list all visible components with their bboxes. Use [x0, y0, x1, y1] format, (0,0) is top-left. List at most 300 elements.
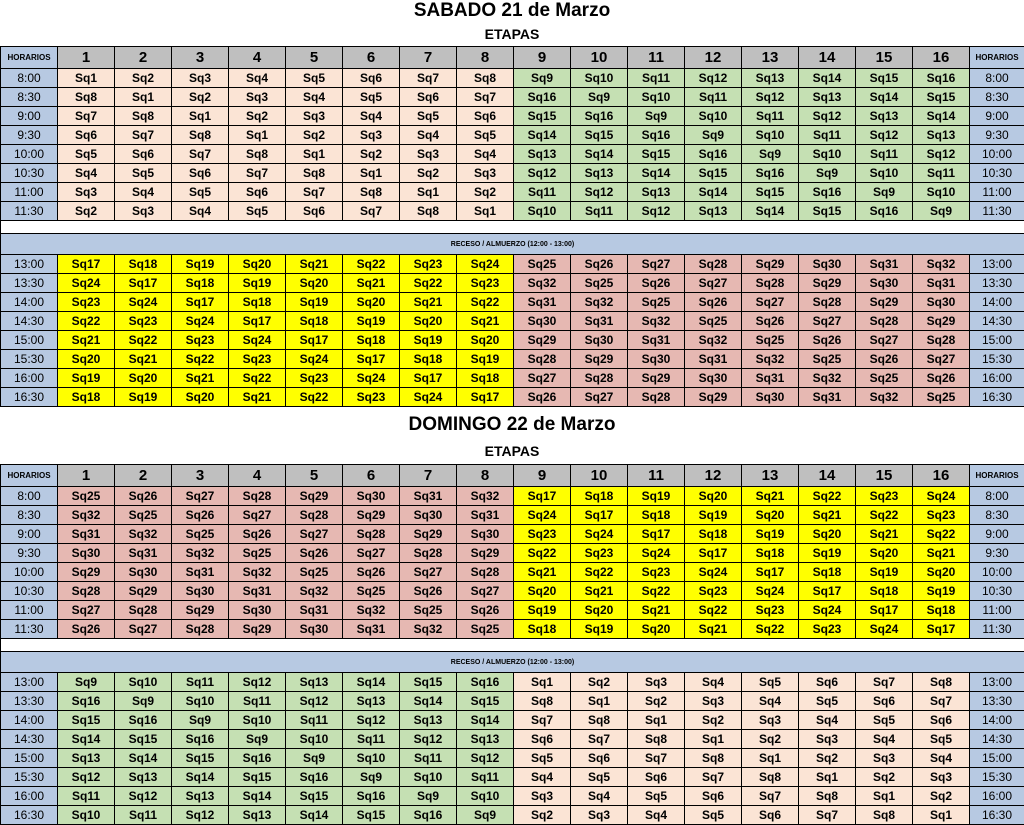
- etapa-header: 14: [799, 465, 856, 487]
- squad-cell: Sq6: [457, 107, 514, 126]
- squad-cell: Sq32: [856, 388, 913, 407]
- spacer: [1, 221, 1024, 234]
- time-cell: 13:30: [970, 274, 1024, 293]
- squad-cell: Sq10: [799, 145, 856, 164]
- squad-cell: Sq30: [514, 312, 571, 331]
- squad-cell: Sq19: [400, 331, 457, 350]
- time-cell: 8:00: [1, 69, 58, 88]
- time-cell: 15:30: [970, 768, 1024, 787]
- squad-cell: Sq15: [115, 730, 172, 749]
- squad-cell: Sq22: [685, 601, 742, 620]
- squad-cell: Sq21: [571, 582, 628, 601]
- squad-cell: Sq1: [400, 183, 457, 202]
- squad-cell: Sq21: [400, 293, 457, 312]
- squad-cell: Sq1: [742, 749, 799, 768]
- squad-cell: Sq4: [856, 730, 913, 749]
- squad-cell: Sq11: [115, 806, 172, 825]
- squad-cell: Sq14: [286, 806, 343, 825]
- squad-cell: Sq26: [229, 525, 286, 544]
- squad-cell: Sq10: [172, 692, 229, 711]
- squad-cell: Sq12: [457, 749, 514, 768]
- squad-cell: Sq21: [628, 601, 685, 620]
- squad-cell: Sq22: [742, 620, 799, 639]
- squad-cell: Sq19: [58, 369, 115, 388]
- squad-cell: Sq24: [685, 563, 742, 582]
- squad-cell: Sq13: [742, 69, 799, 88]
- squad-cell: Sq30: [400, 506, 457, 525]
- squad-cell: Sq11: [286, 711, 343, 730]
- squad-cell: Sq25: [742, 331, 799, 350]
- squad-cell: Sq25: [913, 388, 970, 407]
- squad-cell: Sq26: [343, 563, 400, 582]
- squad-cell: Sq31: [571, 312, 628, 331]
- squad-cell: Sq28: [115, 601, 172, 620]
- etapa-header: 2: [115, 465, 172, 487]
- squad-cell: Sq8: [742, 768, 799, 787]
- squad-cell: Sq1: [571, 692, 628, 711]
- squad-cell: Sq26: [799, 331, 856, 350]
- squad-cell: Sq13: [286, 673, 343, 692]
- squad-cell: Sq3: [172, 69, 229, 88]
- squad-cell: Sq6: [172, 164, 229, 183]
- etapa-header: 11: [628, 47, 685, 69]
- squad-cell: Sq12: [172, 806, 229, 825]
- squad-cell: Sq16: [913, 69, 970, 88]
- squad-cell: Sq19: [628, 487, 685, 506]
- squad-cell: Sq10: [856, 164, 913, 183]
- etapa-header: 8: [457, 47, 514, 69]
- time-cell: 13:00: [1, 673, 58, 692]
- squad-cell: Sq2: [58, 202, 115, 221]
- time-cell: 16:00: [970, 369, 1024, 388]
- etapa-header: 5: [286, 465, 343, 487]
- squad-cell: Sq25: [457, 620, 514, 639]
- squad-cell: Sq29: [400, 525, 457, 544]
- squad-cell: Sq3: [58, 183, 115, 202]
- squad-cell: Sq11: [58, 787, 115, 806]
- squad-cell: Sq14: [58, 730, 115, 749]
- squad-cell: Sq30: [343, 487, 400, 506]
- squad-cell: Sq7: [514, 711, 571, 730]
- time-cell: 15:00: [1, 749, 58, 768]
- squad-cell: Sq8: [799, 787, 856, 806]
- recess-row: [1, 234, 1024, 255]
- squad-cell: Sq27: [115, 620, 172, 639]
- etapa-header: 4: [229, 465, 286, 487]
- table-row: [1, 620, 1024, 639]
- squad-cell: Sq24: [400, 388, 457, 407]
- time-cell: 10:30: [1, 164, 58, 183]
- squad-cell: Sq1: [685, 730, 742, 749]
- squad-cell: Sq17: [58, 255, 115, 274]
- time-cell: 16:00: [1, 369, 58, 388]
- spacer-row: [1, 639, 1024, 652]
- squad-cell: Sq20: [115, 369, 172, 388]
- squad-cell: Sq11: [571, 202, 628, 221]
- table-row: [1, 293, 1024, 312]
- squad-cell: Sq6: [514, 730, 571, 749]
- etapas-heading: ETAPAS: [0, 25, 1024, 43]
- squad-cell: Sq23: [685, 582, 742, 601]
- squad-cell: Sq25: [514, 255, 571, 274]
- squad-cell: Sq22: [856, 506, 913, 525]
- squad-cell: Sq30: [286, 620, 343, 639]
- squad-cell: Sq29: [343, 506, 400, 525]
- squad-cell: Sq24: [115, 293, 172, 312]
- squad-cell: Sq14: [115, 749, 172, 768]
- squad-cell: Sq32: [571, 293, 628, 312]
- squad-cell: Sq26: [628, 274, 685, 293]
- squad-cell: Sq22: [58, 312, 115, 331]
- squad-cell: Sq2: [856, 768, 913, 787]
- squad-cell: Sq4: [742, 692, 799, 711]
- squad-cell: Sq11: [742, 107, 799, 126]
- time-cell: 14:30: [1, 312, 58, 331]
- squad-cell: Sq32: [115, 525, 172, 544]
- time-cell: 15:30: [1, 768, 58, 787]
- squad-cell: Sq8: [286, 164, 343, 183]
- table-row: [1, 164, 1024, 183]
- time-cell: 15:30: [970, 350, 1024, 369]
- table-row: [1, 582, 1024, 601]
- squad-cell: Sq28: [286, 506, 343, 525]
- squad-cell: Sq16: [229, 749, 286, 768]
- time-cell: 9:00: [1, 107, 58, 126]
- squad-cell: Sq12: [799, 107, 856, 126]
- squad-cell: Sq32: [343, 601, 400, 620]
- squad-cell: Sq6: [115, 145, 172, 164]
- etapa-header: 13: [742, 465, 799, 487]
- squad-cell: Sq4: [229, 69, 286, 88]
- table-row: [1, 88, 1024, 107]
- squad-cell: Sq1: [799, 768, 856, 787]
- squad-cell: Sq5: [343, 88, 400, 107]
- time-cell: 8:00: [1, 487, 58, 506]
- squad-cell: Sq4: [628, 806, 685, 825]
- horarios-header: HORARIOS: [970, 47, 1024, 69]
- squad-cell: Sq26: [58, 620, 115, 639]
- time-cell: 16:30: [1, 388, 58, 407]
- squad-cell: Sq11: [343, 730, 400, 749]
- squad-cell: Sq14: [343, 673, 400, 692]
- squad-cell: Sq15: [400, 673, 457, 692]
- squad-cell: Sq17: [913, 620, 970, 639]
- squad-cell: Sq30: [799, 255, 856, 274]
- squad-cell: Sq11: [799, 126, 856, 145]
- squad-cell: Sq12: [913, 145, 970, 164]
- squad-cell: Sq13: [229, 806, 286, 825]
- squad-cell: Sq8: [571, 711, 628, 730]
- squad-cell: Sq1: [115, 88, 172, 107]
- squad-cell: Sq26: [514, 388, 571, 407]
- squad-cell: Sq13: [628, 183, 685, 202]
- squad-cell: Sq32: [58, 506, 115, 525]
- squad-cell: Sq13: [913, 126, 970, 145]
- squad-cell: Sq25: [799, 350, 856, 369]
- squad-cell: Sq15: [58, 711, 115, 730]
- squad-cell: Sq21: [799, 506, 856, 525]
- squad-cell: Sq3: [286, 107, 343, 126]
- squad-cell: Sq31: [58, 525, 115, 544]
- etapa-header: 5: [286, 47, 343, 69]
- squad-cell: Sq23: [457, 274, 514, 293]
- squad-cell: Sq32: [742, 350, 799, 369]
- time-cell: 15:00: [970, 331, 1024, 350]
- squad-cell: Sq30: [457, 525, 514, 544]
- squad-cell: Sq28: [685, 255, 742, 274]
- squad-cell: Sq2: [685, 711, 742, 730]
- squad-cell: Sq1: [514, 673, 571, 692]
- squad-cell: Sq27: [799, 312, 856, 331]
- squad-cell: Sq16: [400, 806, 457, 825]
- squad-cell: Sq3: [571, 806, 628, 825]
- squad-cell: Sq11: [514, 183, 571, 202]
- squad-cell: Sq2: [115, 69, 172, 88]
- time-cell: 15:00: [970, 749, 1024, 768]
- time-cell: 13:00: [1, 255, 58, 274]
- time-cell: 10:00: [1, 563, 58, 582]
- squad-cell: Sq5: [799, 692, 856, 711]
- etapa-header: 9: [514, 47, 571, 69]
- squad-cell: Sq18: [628, 506, 685, 525]
- time-cell: 9:30: [1, 126, 58, 145]
- squad-cell: Sq14: [742, 202, 799, 221]
- squad-cell: Sq18: [457, 369, 514, 388]
- squad-cell: Sq6: [628, 768, 685, 787]
- time-cell: 11:00: [1, 601, 58, 620]
- squad-cell: Sq14: [913, 107, 970, 126]
- squad-cell: Sq23: [628, 563, 685, 582]
- squad-cell: Sq1: [286, 145, 343, 164]
- etapa-header: 3: [172, 465, 229, 487]
- time-cell: 14:00: [970, 293, 1024, 312]
- squad-cell: Sq5: [856, 711, 913, 730]
- squad-cell: Sq3: [229, 88, 286, 107]
- squad-cell: Sq24: [172, 312, 229, 331]
- squad-cell: Sq12: [115, 787, 172, 806]
- squad-cell: Sq4: [400, 126, 457, 145]
- squad-cell: Sq31: [400, 487, 457, 506]
- squad-cell: Sq24: [571, 525, 628, 544]
- squad-cell: Sq4: [172, 202, 229, 221]
- squad-cell: Sq30: [229, 601, 286, 620]
- time-cell: 9:00: [1, 525, 58, 544]
- time-cell: 13:30: [970, 692, 1024, 711]
- time-cell: 8:00: [970, 69, 1024, 88]
- squad-cell: Sq2: [799, 749, 856, 768]
- squad-cell: Sq27: [286, 525, 343, 544]
- squad-cell: Sq5: [514, 749, 571, 768]
- squad-cell: Sq31: [229, 582, 286, 601]
- time-cell: 16:00: [970, 787, 1024, 806]
- squad-cell: Sq12: [229, 673, 286, 692]
- squad-cell: Sq28: [856, 312, 913, 331]
- etapa-header: 1: [58, 465, 115, 487]
- squad-cell: Sq9: [628, 107, 685, 126]
- squad-cell: Sq18: [571, 487, 628, 506]
- squad-cell: Sq21: [685, 620, 742, 639]
- squad-cell: Sq18: [400, 350, 457, 369]
- table-row: [1, 525, 1024, 544]
- squad-cell: Sq29: [115, 582, 172, 601]
- squad-cell: Sq7: [742, 787, 799, 806]
- squad-cell: Sq10: [742, 126, 799, 145]
- squad-cell: Sq7: [286, 183, 343, 202]
- squad-cell: Sq4: [343, 107, 400, 126]
- etapa-header: 16: [913, 465, 970, 487]
- squad-cell: Sq6: [742, 806, 799, 825]
- squad-cell: Sq10: [58, 806, 115, 825]
- recess-row: [1, 652, 1024, 673]
- squad-cell: Sq32: [457, 487, 514, 506]
- squad-cell: Sq19: [229, 274, 286, 293]
- squad-cell: Sq13: [457, 730, 514, 749]
- squad-cell: Sq28: [457, 563, 514, 582]
- squad-cell: Sq25: [571, 274, 628, 293]
- squad-cell: Sq26: [742, 312, 799, 331]
- squad-cell: Sq6: [286, 202, 343, 221]
- etapa-header: 16: [913, 47, 970, 69]
- squad-cell: Sq18: [229, 293, 286, 312]
- squad-cell: Sq17: [172, 293, 229, 312]
- etapa-header: 8: [457, 465, 514, 487]
- squad-cell: Sq24: [514, 506, 571, 525]
- squad-cell: Sq4: [571, 787, 628, 806]
- squad-cell: Sq21: [514, 563, 571, 582]
- squad-cell: Sq22: [115, 331, 172, 350]
- squad-cell: Sq5: [229, 202, 286, 221]
- squad-cell: Sq10: [457, 787, 514, 806]
- squad-cell: Sq14: [457, 711, 514, 730]
- squad-cell: Sq15: [856, 69, 913, 88]
- squad-cell: Sq5: [685, 806, 742, 825]
- table-row: [1, 768, 1024, 787]
- squad-cell: Sq24: [58, 274, 115, 293]
- squad-cell: Sq3: [457, 164, 514, 183]
- squad-cell: Sq13: [685, 202, 742, 221]
- table-row: [1, 749, 1024, 768]
- squad-cell: Sq22: [913, 525, 970, 544]
- time-cell: 9:30: [970, 544, 1024, 563]
- squad-cell: Sq27: [229, 506, 286, 525]
- squad-cell: Sq29: [685, 388, 742, 407]
- squad-cell: Sq20: [571, 601, 628, 620]
- squad-cell: Sq22: [514, 544, 571, 563]
- etapa-header: 15: [856, 47, 913, 69]
- time-cell: 8:30: [970, 88, 1024, 107]
- squad-cell: Sq24: [229, 331, 286, 350]
- squad-cell: Sq8: [58, 88, 115, 107]
- time-cell: 14:30: [970, 312, 1024, 331]
- squad-cell: Sq25: [628, 293, 685, 312]
- squad-cell: Sq29: [742, 255, 799, 274]
- time-cell: 8:00: [970, 487, 1024, 506]
- etapa-header: 1: [58, 47, 115, 69]
- squad-cell: Sq17: [343, 350, 400, 369]
- squad-cell: Sq2: [571, 673, 628, 692]
- squad-cell: Sq8: [628, 730, 685, 749]
- squad-cell: Sq30: [913, 293, 970, 312]
- squad-cell: Sq15: [457, 692, 514, 711]
- etapa-header: 6: [343, 47, 400, 69]
- squad-cell: Sq12: [286, 692, 343, 711]
- squad-cell: Sq6: [571, 749, 628, 768]
- squad-cell: Sq21: [856, 525, 913, 544]
- schedule-table: [0, 46, 1024, 407]
- squad-cell: Sq5: [172, 183, 229, 202]
- squad-cell: Sq9: [172, 711, 229, 730]
- time-cell: 11:00: [970, 183, 1024, 202]
- squad-cell: Sq21: [286, 255, 343, 274]
- time-cell: 9:00: [970, 525, 1024, 544]
- time-cell: 16:00: [1, 787, 58, 806]
- etapas-header-row: [1, 47, 1024, 69]
- squad-cell: Sq5: [286, 69, 343, 88]
- squad-cell: Sq24: [856, 620, 913, 639]
- time-cell: 11:30: [970, 202, 1024, 221]
- squad-cell: Sq4: [799, 711, 856, 730]
- squad-cell: Sq23: [913, 506, 970, 525]
- squad-cell: Sq5: [457, 126, 514, 145]
- squad-cell: Sq9: [685, 126, 742, 145]
- squad-cell: Sq24: [799, 601, 856, 620]
- squad-cell: Sq32: [685, 331, 742, 350]
- squad-cell: Sq20: [742, 506, 799, 525]
- squad-cell: Sq20: [628, 620, 685, 639]
- squad-cell: Sq19: [685, 506, 742, 525]
- squad-cell: Sq13: [172, 787, 229, 806]
- squad-cell: Sq16: [457, 673, 514, 692]
- time-cell: 10:00: [1, 145, 58, 164]
- squad-cell: Sq23: [514, 525, 571, 544]
- squad-cell: Sq18: [514, 620, 571, 639]
- horarios-header: HORARIOS: [1, 465, 58, 487]
- squad-cell: Sq28: [229, 487, 286, 506]
- squad-cell: Sq2: [742, 730, 799, 749]
- squad-cell: Sq6: [400, 88, 457, 107]
- squad-cell: Sq7: [343, 202, 400, 221]
- squad-cell: Sq18: [58, 388, 115, 407]
- squad-cell: Sq17: [742, 563, 799, 582]
- squad-cell: Sq9: [343, 768, 400, 787]
- squad-cell: Sq25: [58, 487, 115, 506]
- time-cell: 10:30: [970, 582, 1024, 601]
- squad-cell: Sq17: [400, 369, 457, 388]
- squad-cell: Sq20: [58, 350, 115, 369]
- squad-cell: Sq20: [856, 544, 913, 563]
- squad-cell: Sq24: [628, 544, 685, 563]
- squad-cell: Sq18: [742, 544, 799, 563]
- table-row: [1, 487, 1024, 506]
- squad-cell: Sq29: [58, 563, 115, 582]
- squad-cell: Sq4: [685, 673, 742, 692]
- squad-cell: Sq24: [286, 350, 343, 369]
- time-cell: 13:30: [1, 274, 58, 293]
- squad-cell: Sq23: [571, 544, 628, 563]
- etapa-header: 15: [856, 465, 913, 487]
- squad-cell: Sq14: [172, 768, 229, 787]
- squad-cell: Sq7: [172, 145, 229, 164]
- squad-cell: Sq8: [685, 749, 742, 768]
- squad-cell: Sq30: [685, 369, 742, 388]
- squad-cell: Sq20: [685, 487, 742, 506]
- squad-cell: Sq10: [286, 730, 343, 749]
- squad-cell: Sq12: [628, 202, 685, 221]
- squad-cell: Sq29: [571, 350, 628, 369]
- table-row: [1, 202, 1024, 221]
- squad-cell: Sq17: [115, 274, 172, 293]
- etapa-header: 11: [628, 465, 685, 487]
